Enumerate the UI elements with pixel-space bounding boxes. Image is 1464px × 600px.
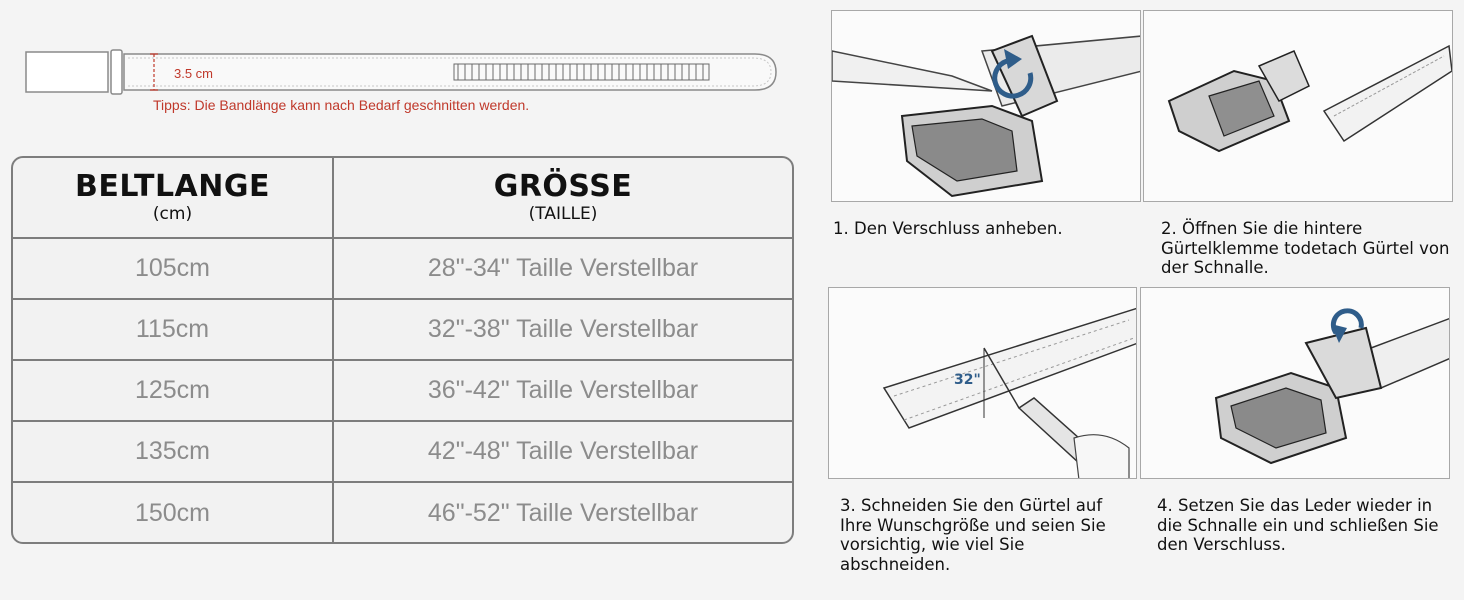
- step3-caption: 3. Schneiden Sie den Gürtel auf Ihre Wunschgröße und seien Sie vorsichtig, wie viel Sie abschneiden.: [840, 496, 1106, 574]
- header-size: [334, 158, 792, 237]
- header-size-title: GRÖSSE: [493, 168, 633, 204]
- length-cell: [13, 483, 334, 544]
- width-label: 3.5 cm: [174, 66, 214, 81]
- length-value: 150cm: [134, 499, 211, 527]
- size-value: 36"-42" Taille Verstellbar: [427, 376, 699, 404]
- cut-length-label: 32": [954, 372, 981, 388]
- buckle-shape: [26, 52, 108, 92]
- length-cell: [13, 300, 334, 359]
- length-value: 135cm: [134, 437, 211, 465]
- size-cell: [334, 239, 792, 298]
- step4-caption: 4. Setzen Sie das Leder wieder in die Schnalle ein und schließen Sie den Verschluss.: [1157, 496, 1439, 554]
- length-cell: [13, 422, 334, 481]
- length-value: 125cm: [134, 376, 211, 404]
- size-value: 32"-38" Taille Verstellbar: [427, 315, 699, 343]
- belt-diagram: [20, 44, 790, 116]
- step2-image: [1143, 10, 1453, 202]
- header-length-unit: (cm): [152, 203, 193, 224]
- header-length-title: BELTLANGE: [74, 168, 271, 204]
- step1-image: [831, 10, 1141, 202]
- reinsert-belt-illustration: [1141, 288, 1450, 479]
- length-cell: [13, 361, 334, 420]
- strap-shape: [124, 54, 776, 90]
- detach-belt-illustration: [1144, 11, 1453, 202]
- size-value: 46"-52" Taille Verstellbar: [427, 499, 699, 527]
- table-row: [13, 361, 792, 422]
- lift-buckle-illustration: [832, 11, 1141, 202]
- size-cell: [334, 483, 792, 544]
- table-header-row: [13, 158, 792, 239]
- table-row: [13, 300, 792, 361]
- size-value: 42"-48" Taille Verstellbar: [427, 437, 699, 465]
- length-value: 105cm: [134, 254, 211, 282]
- tip-text: Tipps: Die Bandlänge kann nach Bedarf geschnitten werden.: [153, 97, 530, 113]
- size-cell: [334, 361, 792, 420]
- step2-caption: 2. Öffnen Sie die hintere Gürtelklemme todetach Gürtel von der Schnalle.: [1161, 219, 1450, 277]
- size-value: 28"-34" Taille Verstellbar: [427, 254, 699, 282]
- length-cell: [13, 239, 334, 298]
- size-table: [11, 156, 794, 544]
- step4-image: [1140, 287, 1450, 479]
- table-row: [13, 422, 792, 483]
- buckle-clip-shape: [111, 50, 122, 94]
- header-length: [13, 158, 334, 237]
- table-row: [13, 239, 792, 300]
- size-cell: [334, 300, 792, 359]
- step1-caption: 1. Den Verschluss anheben.: [833, 219, 1063, 238]
- table-row: [13, 483, 792, 544]
- header-size-unit: (TAILLE): [528, 203, 598, 224]
- step3-image: [828, 287, 1137, 479]
- cut-belt-illustration: [829, 288, 1137, 479]
- size-cell: [334, 422, 792, 481]
- length-value: 115cm: [135, 315, 210, 343]
